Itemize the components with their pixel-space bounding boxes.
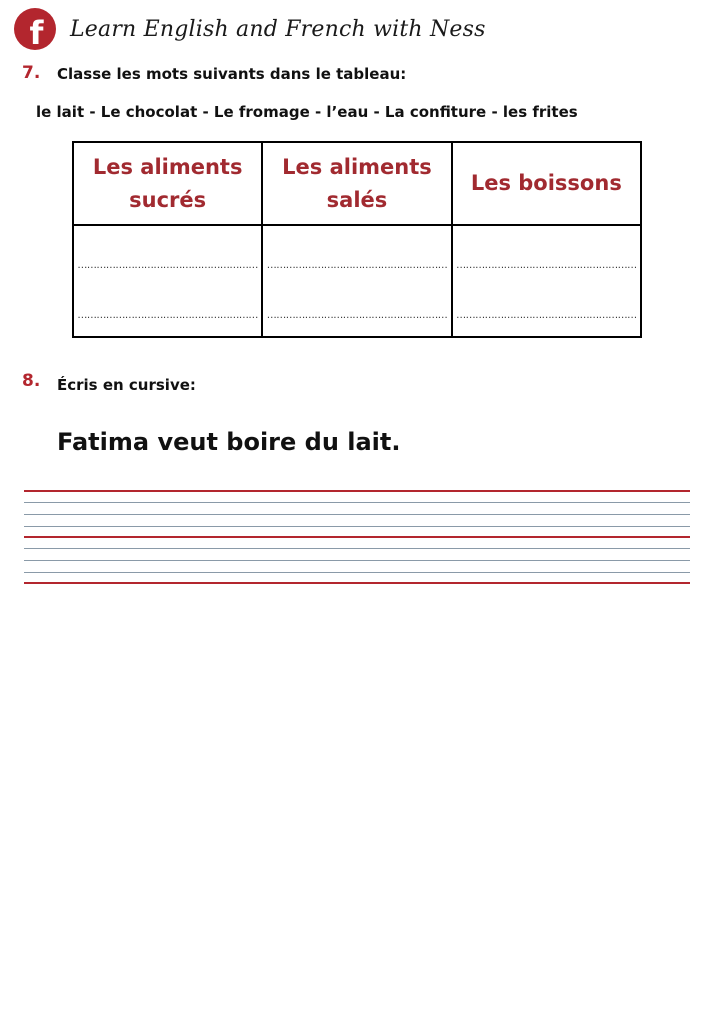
- answer-blank: …………………………………………………: [77, 260, 258, 271]
- model-sentence: Fatima veut boire du lait.: [57, 428, 401, 456]
- answer-blank: …………………………………………………: [266, 260, 448, 271]
- ruling-line: [24, 526, 690, 527]
- exercise-7-instruction: Classe les mots suivants dans le tableau:: [57, 65, 407, 83]
- exercise-7-number: 7.: [22, 63, 41, 83]
- ruling-line: [24, 572, 690, 573]
- ruling-line: [24, 490, 690, 492]
- exercise-8-number: 8.: [22, 371, 41, 391]
- facebook-icon[interactable]: [14, 8, 56, 50]
- page-header: [14, 7, 486, 51]
- cursive-writing-area[interactable]: [24, 484, 690, 594]
- answer-blank: …………………………………………………: [456, 260, 637, 271]
- facebook-glyph: f: [29, 14, 44, 52]
- column-header-sales: Les aliments salés: [262, 142, 451, 225]
- ruling-line: [24, 514, 690, 515]
- column-header-boissons: Les boissons: [452, 142, 641, 225]
- ruling-line: [24, 502, 690, 503]
- exercise-8-instruction: Écris en cursive:: [57, 376, 196, 394]
- answer-blank: …………………………………………………: [456, 310, 637, 321]
- answer-cell-sucres[interactable]: [73, 225, 262, 337]
- column-header-sucres: Les aliments sucrés: [73, 142, 262, 225]
- answer-cell-boissons[interactable]: [452, 225, 641, 337]
- ruling-line: [24, 582, 690, 584]
- answer-blank: …………………………………………………: [77, 310, 258, 321]
- brand-title: Learn English and French with Ness: [70, 16, 486, 42]
- ruling-line: [24, 548, 690, 549]
- ruling-line: [24, 560, 690, 561]
- answer-blank: …………………………………………………: [266, 310, 448, 321]
- ruling-line: [24, 536, 690, 538]
- sorting-table: [72, 141, 642, 338]
- word-list: le lait - Le chocolat - Le fromage - l’eau - La confiture - les frites: [36, 103, 578, 121]
- answer-cell-sales[interactable]: [262, 225, 451, 337]
